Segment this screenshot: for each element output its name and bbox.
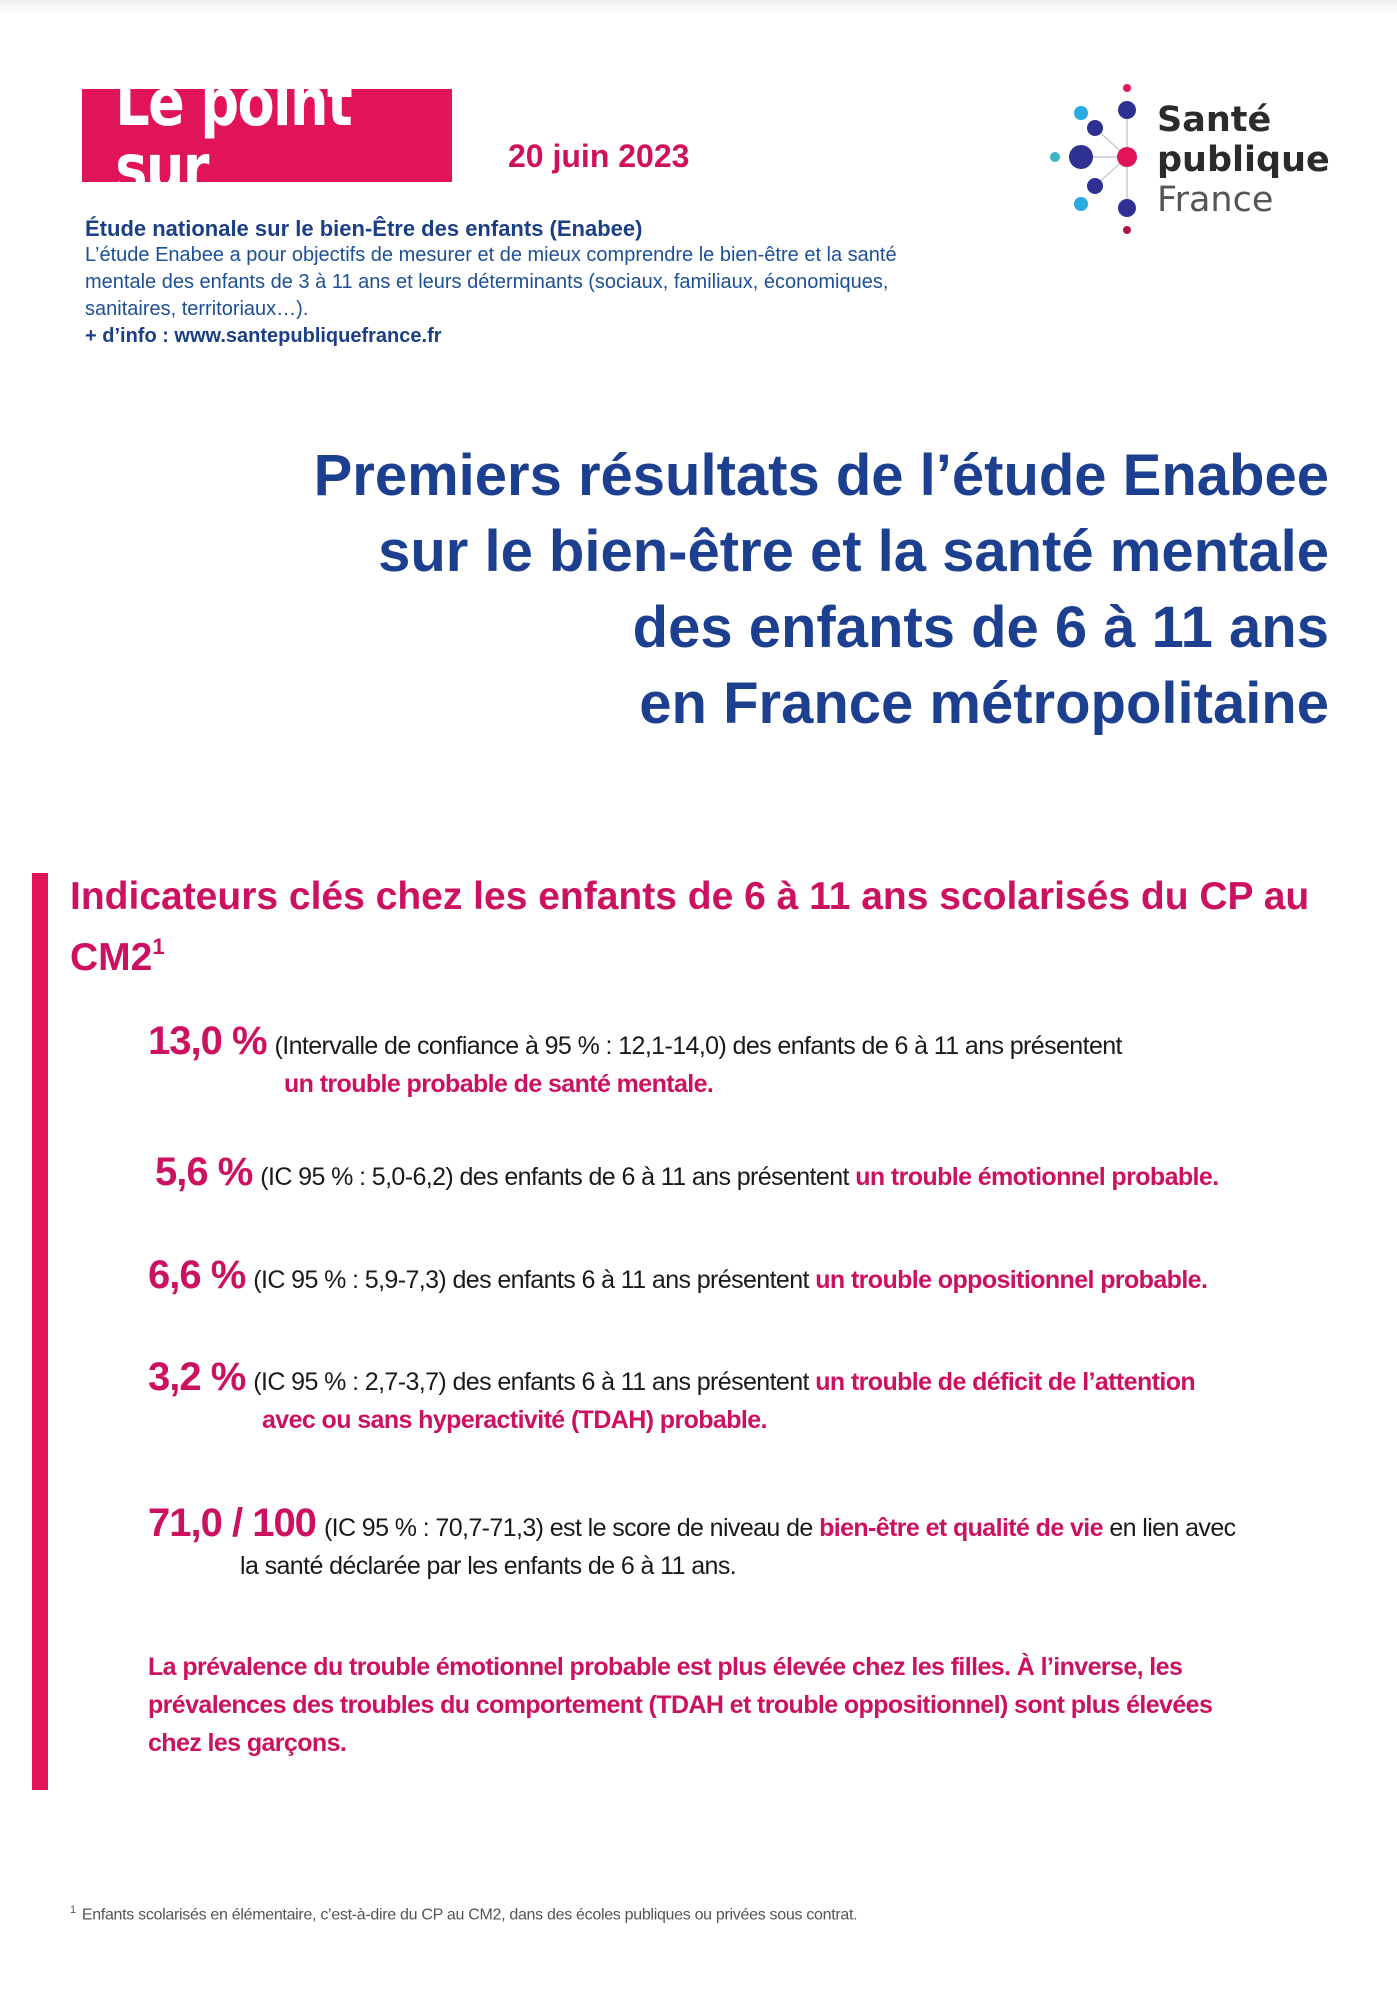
study-intro xyxy=(85,215,925,350)
indicator-text: (IC 95 % : 5,0-6,2) des enfants de 6 à 11 ans présentent xyxy=(260,1163,849,1191)
indicator-oppositional xyxy=(148,1253,1328,1299)
indicator-text: (IC 95 % : 70,7-71,3) est le score de niveau de xyxy=(323,1514,813,1542)
banner-label: Le point sur xyxy=(115,63,352,207)
publication-date: 20 juin 2023 xyxy=(508,138,690,174)
indicator-value: 3,2 % xyxy=(148,1355,246,1399)
section-title-text: Indicateurs clés chez les enfants de 6 à 11 ans scolarisés du CP au CM2 xyxy=(70,875,1310,979)
logo-line-publique: publique xyxy=(1157,140,1330,180)
indicator-highlight-continued: avec ou sans hyperactivité (TDAH) probable. xyxy=(262,1406,767,1434)
indicator-adhd xyxy=(148,1355,1328,1439)
indicator-highlight: un trouble émotionnel probable. xyxy=(855,1163,1219,1191)
indicator-value: 5,6 % xyxy=(155,1150,253,1194)
title-line-3: des enfants de 6 à 11 ans xyxy=(632,595,1329,660)
title-line-4: en France métropolitaine xyxy=(639,671,1329,736)
indicator-text: (Intervalle de confiance à 95 % : 12,1-14,0) des enfants de 6 à 11 ans présentent xyxy=(274,1032,1122,1060)
indicator-value: 13,0 % xyxy=(148,1019,267,1063)
page-title xyxy=(129,438,1329,742)
indicator-text: (IC 95 % : 5,9-7,3) des enfants 6 à 11 ans présentent xyxy=(253,1266,809,1294)
indicator-highlight: bien-être et qualité de vie xyxy=(819,1514,1103,1542)
study-name: Étude nationale sur le bien-Être des enfants (Enabee) xyxy=(85,216,643,241)
indicator-text-after: en lien avec xyxy=(1109,1514,1236,1542)
indicator-emotional xyxy=(155,1150,1335,1196)
indicator-value: 71,0 / 100 xyxy=(148,1501,316,1545)
indicator-wellbeing-score xyxy=(148,1501,1348,1585)
section-title xyxy=(70,872,1320,983)
indicator-highlight: un trouble de déficit de l’attention xyxy=(815,1368,1196,1396)
title-line-1: Premiers résultats de l’étude Enabee xyxy=(313,443,1329,508)
indicator-highlight: un trouble probable de santé mentale. xyxy=(284,1070,714,1098)
logo-line-france: France xyxy=(1157,180,1274,220)
study-description: L’étude Enabee a pour objectifs de mesurer et de mieux comprendre le bien-être et la santé mentale des enfants de 3 à 11 ans et leurs déterminants (sociaux, familiaux, économiques, sanitaires, territoriaux…). xyxy=(85,244,897,320)
sante-publique-france-logo xyxy=(1045,80,1345,240)
footnote xyxy=(70,1904,1270,1924)
logo-line-sante: Santé xyxy=(1157,100,1272,140)
section-accent-bar xyxy=(32,873,48,1790)
indicator-value: 6,6 % xyxy=(148,1253,246,1297)
molecule-logo-icon xyxy=(1045,80,1155,240)
title-line-2: sur le bien-être et la santé mentale xyxy=(378,519,1329,584)
more-info-link[interactable]: + d’info : www.santepubliquefrance.fr xyxy=(85,325,442,347)
gender-difference-note: La prévalence du trouble émotionnel probable est plus élevée chez les filles. À l’inverse, les prévalences des troubles du comportement (TDAH et trouble oppositionnel) sont plus élevées chez les garçons. xyxy=(148,1653,1213,1757)
indicator-mental-health xyxy=(148,1019,1298,1103)
footnote-marker: 1 xyxy=(70,1904,76,1916)
logo-wordmark xyxy=(1157,100,1330,220)
indicator-text: (IC 95 % : 2,7-3,7) des enfants 6 à 11 ans présentent xyxy=(253,1368,809,1396)
footnote-text: Enfants scolarisés en élémentaire, c’est-à-dire du CP au CM2, dans des écoles publiques ou privées sous contrat. xyxy=(81,1906,858,1924)
indicator-text-continued: la santé déclarée par les enfants de 6 à 11 ans. xyxy=(240,1552,737,1580)
page-top-shadow xyxy=(0,0,1397,14)
le-point-sur-banner xyxy=(82,63,452,207)
footnote-ref: 1 xyxy=(152,934,165,959)
indicator-highlight: un trouble oppositionnel probable. xyxy=(815,1266,1208,1294)
